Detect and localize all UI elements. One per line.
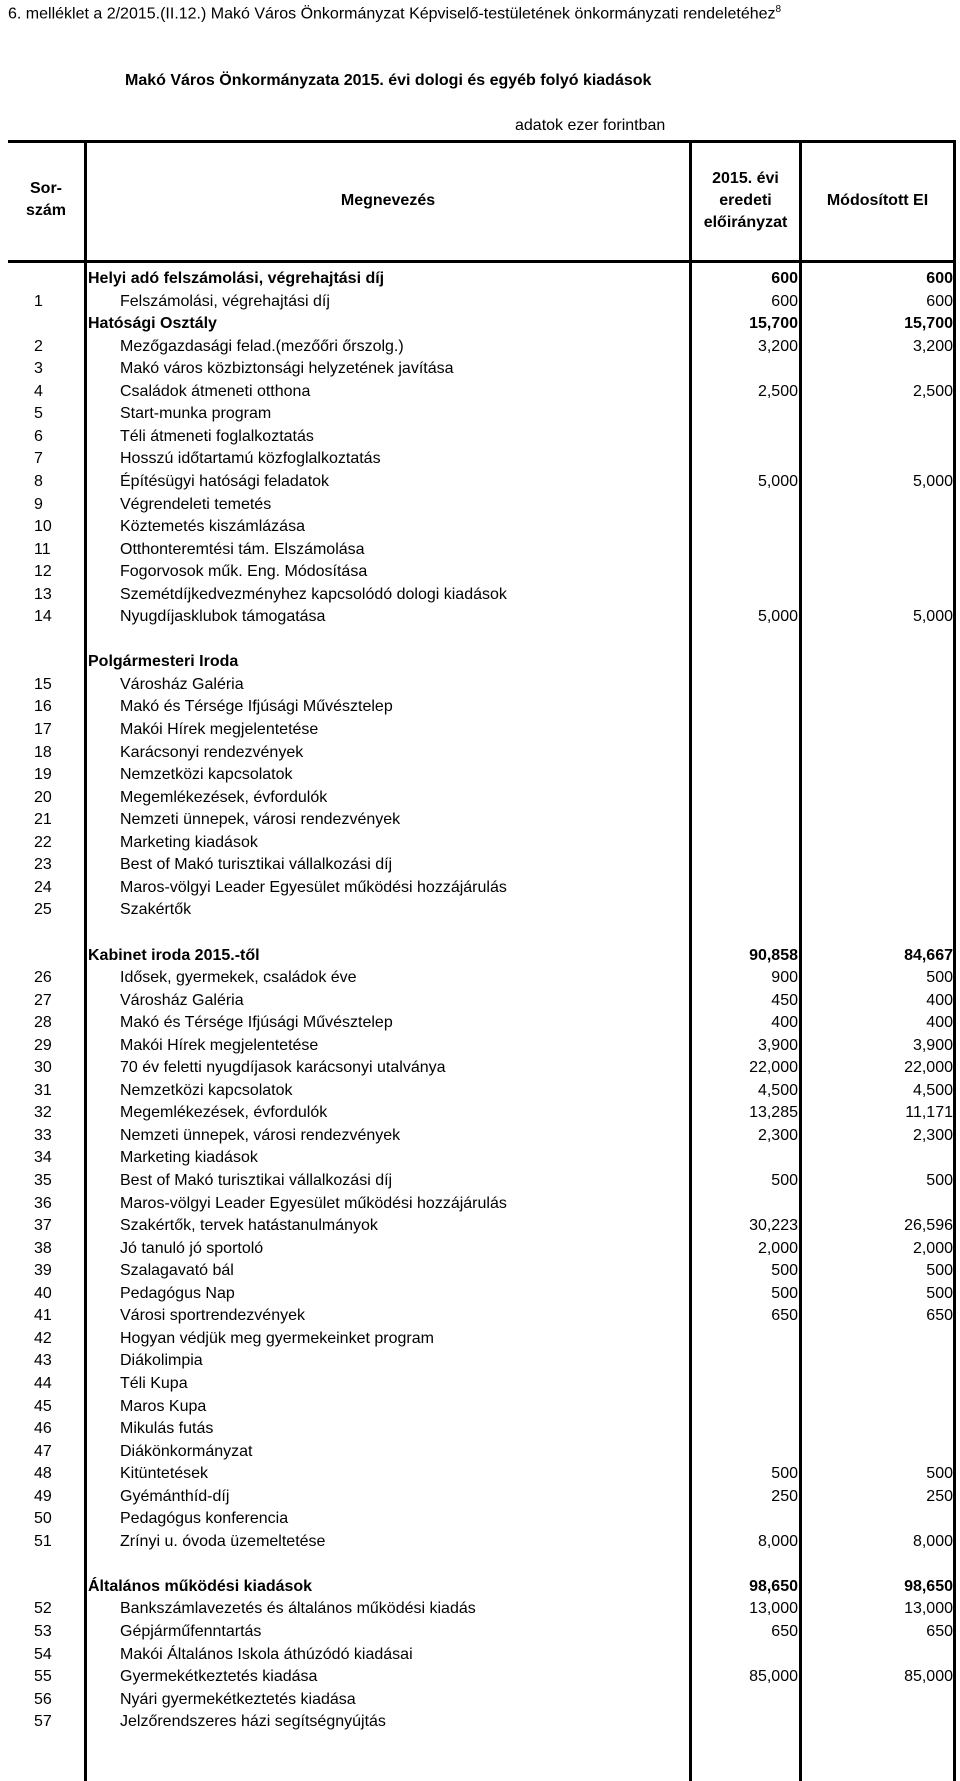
section-row <box>8 1576 956 1599</box>
row-name: Makó és Térsége Ifjúsági Művésztelep <box>120 698 393 716</box>
table-row <box>8 1373 956 1396</box>
row-name: Megemlékezések, évfordulók <box>120 788 328 806</box>
row-modified-value: 26,596 <box>904 1217 953 1235</box>
table-row <box>8 1283 956 1306</box>
row-name: Téli átmeneti foglalkoztatás <box>120 427 314 445</box>
row-modified-value: 500 <box>926 1465 953 1483</box>
row-number: 37 <box>34 1217 52 1235</box>
table-row <box>8 516 956 539</box>
row-original-value: 250 <box>771 1487 798 1505</box>
row-name: Maros-völgyi Leader Egyesület működési hozzájárulás <box>120 878 507 896</box>
row-name: Hatósági Osztály <box>88 315 217 333</box>
row-original-value: 30,223 <box>749 1217 798 1235</box>
row-modified-value: 3,900 <box>912 1036 953 1054</box>
header-sorszam-line1: Sor- <box>30 180 62 197</box>
header-sorszam <box>8 178 84 222</box>
row-name: Best of Makó turisztikai vállalkozási díj <box>120 1172 393 1189</box>
row-original-value: 600 <box>771 292 798 310</box>
table-row <box>8 1012 956 1035</box>
row-name: Zrínyi u. óvoda üzemeltetése <box>120 1532 326 1550</box>
table-row <box>8 1486 956 1509</box>
row-name: Városház Galéria <box>120 991 244 1009</box>
row-name: 70 év feletti nyugdíjasok karácsonyi utalványa <box>120 1059 446 1077</box>
section-row <box>8 268 956 291</box>
row-number: 45 <box>34 1397 52 1415</box>
table-row <box>8 1305 956 1328</box>
row-modified-value: 500 <box>926 1172 953 1189</box>
row-number: 48 <box>34 1465 52 1483</box>
table-row <box>8 606 956 629</box>
row-original-value: 500 <box>771 1262 798 1280</box>
row-original-value: 98,650 <box>749 1577 798 1595</box>
row-name: Helyi adó felszámolási, végrehajtási díj <box>88 270 385 287</box>
table-row <box>8 1441 956 1464</box>
table-row <box>8 899 956 922</box>
header-megnevezes: Megnevezés <box>340 192 436 209</box>
section-row <box>8 313 956 336</box>
table-row <box>8 674 956 697</box>
row-modified-value: 5,000 <box>912 472 953 490</box>
row-name: Szalagavató bál <box>120 1262 234 1280</box>
row-number: 31 <box>34 1081 52 1099</box>
row-number: 34 <box>34 1149 52 1167</box>
row-name: Fogorvosok műk. Eng. Módosítása <box>120 563 368 581</box>
table-row <box>8 1418 956 1441</box>
row-original-value: 2,000 <box>757 1239 798 1257</box>
row-number: 22 <box>34 833 52 851</box>
table-row <box>8 448 956 471</box>
row-modified-value: 11,171 <box>905 1104 953 1122</box>
row-name: Best of Makó turisztikai vállalkozási díj <box>120 856 393 874</box>
row-number: 56 <box>34 1690 52 1708</box>
row-number: 39 <box>34 1262 52 1280</box>
row-name: Szakértők, tervek hatástanulmányok <box>120 1217 378 1235</box>
row-number: 49 <box>34 1487 52 1505</box>
table-row <box>8 854 956 877</box>
row-name: Jelzőrendszeres házi segítségnyújtás <box>120 1713 386 1731</box>
row-number: 27 <box>34 991 52 1009</box>
row-number: 5 <box>34 405 43 423</box>
row-original-value: 3,200 <box>757 337 798 355</box>
footnote-marker: 8 <box>775 4 782 15</box>
row-name: Városház Galéria <box>120 675 244 693</box>
row-modified-value: 4,500 <box>912 1081 953 1099</box>
row-name: Maros Kupa <box>120 1397 207 1415</box>
table-row <box>8 358 956 381</box>
row-name: Otthonteremtési tám. Elszámolása <box>120 540 365 558</box>
row-number: 44 <box>34 1374 52 1392</box>
row-number: 47 <box>34 1442 52 1460</box>
header-orig-line2: eredeti <box>719 192 772 209</box>
row-name: Diákolimpia <box>120 1352 203 1370</box>
row-number: 28 <box>34 1014 52 1032</box>
row-number: 13 <box>34 585 52 603</box>
row-name: Felszámolási, végrehajtási díj <box>120 292 330 310</box>
table-row <box>8 494 956 517</box>
row-original-value: 8,000 <box>757 1532 798 1550</box>
row-number: 53 <box>34 1623 52 1640</box>
row-modified-value: 15,700 <box>904 315 953 333</box>
row-name: Bankszámlavezetés és általános működési kiadás <box>120 1600 476 1618</box>
row-modified-value: 500 <box>926 1284 953 1302</box>
header-orig-line3: előirányzat <box>703 214 788 231</box>
row-modified-value: 650 <box>926 1623 953 1640</box>
row-original-value: 2,500 <box>757 382 798 400</box>
row-number: 42 <box>34 1329 52 1347</box>
row-original-value: 90,858 <box>749 946 798 964</box>
row-number: 54 <box>34 1645 52 1663</box>
table-row <box>8 1035 956 1058</box>
row-original-value: 450 <box>771 991 798 1009</box>
row-modified-value: 600 <box>926 292 953 310</box>
row-original-value: 650 <box>771 1623 798 1640</box>
header-orig-line1: 2015. évi <box>712 170 779 187</box>
row-original-value: 500 <box>771 1465 798 1483</box>
row-name: Kitüntetések <box>120 1465 209 1483</box>
table-row <box>8 403 956 426</box>
row-name: Marketing kiadások <box>120 1149 258 1167</box>
table-row <box>8 764 956 787</box>
row-name: Általános működési kiadások <box>88 1577 313 1595</box>
row-number: 1 <box>34 292 43 310</box>
row-name: Nemzeti ünnepek, városi rendezvények <box>120 811 401 829</box>
table-row <box>8 1644 956 1667</box>
row-number: 25 <box>34 901 52 919</box>
table-row <box>8 381 956 404</box>
table-row <box>8 584 956 607</box>
units-note: adatok ezer forintban <box>515 117 666 134</box>
row-name: Családok átmeneti otthona <box>120 382 311 400</box>
row-name: Nemzetközi kapcsolatok <box>120 1081 293 1099</box>
row-name: Téli Kupa <box>120 1374 188 1392</box>
table-row <box>8 787 956 810</box>
row-name: Maros-völgyi Leader Egyesület működési hozzájárulás <box>120 1194 507 1212</box>
header-modified-estimate: Módosított EI <box>826 192 929 209</box>
row-number: 10 <box>34 518 52 536</box>
row-number: 55 <box>34 1668 52 1686</box>
row-name: Karácsonyi rendezvények <box>120 743 304 761</box>
row-name: Megemlékezések, évfordulók <box>120 1104 328 1122</box>
row-modified-value: 250 <box>926 1487 953 1505</box>
table-row <box>8 1125 956 1148</box>
row-modified-value: 98,650 <box>904 1577 953 1595</box>
row-original-value: 400 <box>771 1014 798 1032</box>
table-row <box>8 1508 956 1531</box>
row-name: Mezőgazdasági felad.(mezőőri őrszolg.) <box>120 337 404 355</box>
row-number: 29 <box>34 1036 52 1054</box>
row-name: Pedagógus konferencia <box>120 1510 289 1528</box>
row-modified-value: 650 <box>926 1307 953 1325</box>
table-row <box>8 832 956 855</box>
row-modified-value: 400 <box>926 1014 953 1032</box>
row-modified-value: 500 <box>926 969 953 987</box>
row-modified-value: 500 <box>926 1262 953 1280</box>
row-original-value: 15,700 <box>749 315 798 333</box>
row-name: Városi sportrendezvények <box>120 1307 305 1325</box>
row-number: 11 <box>34 540 51 558</box>
table-row <box>8 1689 956 1712</box>
table-row <box>8 1260 956 1283</box>
row-name: Makói Hírek megjelentetése <box>120 1036 319 1054</box>
row-number: 15 <box>34 675 52 693</box>
row-name: Diákönkormányzat <box>120 1442 253 1460</box>
row-number: 57 <box>34 1713 52 1731</box>
row-name: Nemzeti ünnepek, városi rendezvények <box>120 1126 401 1144</box>
table-row <box>8 629 956 652</box>
table-row <box>8 1215 956 1238</box>
row-original-value: 2,300 <box>757 1126 798 1144</box>
row-number: 23 <box>34 856 52 874</box>
row-name: Nyugdíjasklubok támogatása <box>120 608 326 626</box>
table-row <box>8 1531 956 1554</box>
row-name: Polgármesteri Iroda <box>88 653 239 671</box>
table-row <box>8 922 956 945</box>
row-number: 52 <box>34 1600 52 1618</box>
row-number: 18 <box>34 743 52 761</box>
row-name: Szemétdíjkedvezményhez kapcsolódó dologi kiadások <box>120 585 507 603</box>
row-original-value: 5,000 <box>757 472 798 490</box>
section-row <box>8 945 956 968</box>
row-name: Makó és Térsége Ifjúsági Művésztelep <box>120 1014 393 1032</box>
row-modified-value: 85,000 <box>904 1668 953 1686</box>
table-row <box>8 1396 956 1419</box>
row-number: 50 <box>34 1510 52 1528</box>
row-modified-value: 84,667 <box>904 946 953 964</box>
row-number: 35 <box>34 1172 52 1189</box>
row-original-value: 900 <box>771 969 798 987</box>
table-row <box>8 809 956 832</box>
table-row <box>8 719 956 742</box>
row-number: 2 <box>34 337 43 355</box>
annex-note <box>8 4 781 23</box>
row-name: Végrendeleti temetés <box>120 495 272 513</box>
row-name: Gyémánthíd-díj <box>120 1487 230 1505</box>
table-row <box>8 1170 956 1193</box>
row-name: Kabinet iroda 2015.-től <box>88 946 260 964</box>
table-row <box>8 1553 956 1576</box>
row-original-value: 500 <box>771 1284 798 1302</box>
table-row <box>8 426 956 449</box>
row-name: Építésügyi hatósági feladatok <box>120 472 330 490</box>
row-number: 46 <box>34 1420 52 1438</box>
row-number: 6 <box>34 427 43 445</box>
row-number: 16 <box>34 698 52 716</box>
row-original-value: 22,000 <box>749 1059 798 1077</box>
row-number: 8 <box>34 472 43 490</box>
section-row <box>8 651 956 674</box>
document-title: Makó Város Önkormányzata 2015. évi dologi és egyéb folyó kiadások <box>125 72 652 89</box>
row-modified-value: 400 <box>926 991 953 1009</box>
row-original-value: 500 <box>771 1172 798 1189</box>
row-modified-value: 600 <box>926 270 953 287</box>
row-name: Pedagógus Nap <box>120 1284 235 1302</box>
row-number: 21 <box>34 811 52 829</box>
row-name: Köztemetés kiszámlázása <box>120 518 305 536</box>
row-number: 41 <box>34 1307 52 1325</box>
row-number: 26 <box>34 969 52 987</box>
table-row <box>8 742 956 765</box>
table-row <box>8 1147 956 1170</box>
row-number: 4 <box>34 382 43 400</box>
row-number: 17 <box>34 721 52 738</box>
row-original-value: 600 <box>771 270 798 287</box>
row-name: Marketing kiadások <box>120 833 258 851</box>
row-number: 24 <box>34 878 52 896</box>
row-name: Makó város közbiztonsági helyzetének javítása <box>120 360 454 378</box>
row-number: 3 <box>34 360 43 378</box>
row-modified-value: 2,500 <box>912 382 953 400</box>
row-name: Makói Hírek megjelentetése <box>120 721 319 738</box>
row-number: 38 <box>34 1239 52 1257</box>
row-number: 19 <box>34 766 52 784</box>
row-number: 32 <box>34 1104 52 1122</box>
row-number: 20 <box>34 788 52 806</box>
table-row <box>8 990 956 1013</box>
row-number: 14 <box>34 608 52 626</box>
table-row <box>8 1463 956 1486</box>
table-row <box>8 1598 956 1621</box>
row-modified-value: 2,000 <box>912 1239 953 1257</box>
row-modified-value: 8,000 <box>912 1532 953 1550</box>
row-original-value: 13,285 <box>749 1104 798 1122</box>
row-modified-value: 3,200 <box>912 337 953 355</box>
table-row <box>8 967 956 990</box>
table-row <box>8 561 956 584</box>
row-modified-value: 13,000 <box>904 1600 953 1618</box>
row-modified-value: 2,300 <box>912 1126 953 1144</box>
table-row <box>8 1102 956 1125</box>
row-number: 33 <box>34 1126 52 1144</box>
row-name: Gyermekétkeztetés kiadása <box>120 1668 318 1686</box>
annex-note-text: 6. melléklet a 2/2015.(II.12.) Makó Város Önkormányzat Képviselő-testületének önkormányzati rendeletéhez <box>8 5 776 23</box>
row-original-value: 650 <box>771 1307 798 1325</box>
row-number: 30 <box>34 1059 52 1077</box>
row-name: Nemzetközi kapcsolatok <box>120 766 293 784</box>
row-number: 36 <box>34 1194 52 1212</box>
row-original-value: 3,900 <box>757 1036 798 1054</box>
row-name: Idősek, gyermekek, családok éve <box>120 969 357 987</box>
row-number: 9 <box>34 495 43 513</box>
row-number: 12 <box>34 563 52 581</box>
row-original-value: 5,000 <box>757 608 798 626</box>
header-original-estimate <box>692 168 799 234</box>
row-number: 7 <box>34 450 43 468</box>
table-row <box>8 877 956 900</box>
row-original-value: 4,500 <box>757 1081 798 1099</box>
row-name: Jó tanuló jó sportoló <box>120 1239 264 1257</box>
table-row <box>8 1328 956 1351</box>
table-row <box>8 471 956 494</box>
table-row <box>8 1666 956 1689</box>
table-row <box>8 1711 956 1734</box>
row-original-value: 85,000 <box>749 1668 798 1686</box>
row-name: Start-munka program <box>120 405 272 423</box>
row-name: Makói Általános Iskola áthúzódó kiadásai <box>120 1645 413 1663</box>
table-row <box>8 539 956 562</box>
row-number: 40 <box>34 1284 52 1302</box>
table-row <box>8 1080 956 1103</box>
row-name: Szakértők <box>120 901 192 919</box>
row-number: 51 <box>34 1532 52 1550</box>
header-sorszam-line2: szám <box>25 202 67 219</box>
row-number: 43 <box>34 1352 52 1370</box>
table-row <box>8 1238 956 1261</box>
row-modified-value: 22,000 <box>904 1059 953 1077</box>
row-modified-value: 5,000 <box>912 608 953 626</box>
row-name: Mikulás futás <box>120 1420 214 1438</box>
table-row <box>8 1193 956 1216</box>
table-row <box>8 1057 956 1080</box>
row-name: Hogyan védjük meg gyermekeinket program <box>120 1329 434 1347</box>
row-name: Gépjárműfenntartás <box>120 1623 262 1640</box>
table-row <box>8 696 956 719</box>
table-row <box>8 1350 956 1373</box>
row-name: Hosszú időtartamú közfoglalkoztatás <box>120 450 381 468</box>
table-row <box>8 291 956 314</box>
table-row <box>8 336 956 359</box>
row-original-value: 13,000 <box>749 1600 798 1618</box>
table-row <box>8 1621 956 1644</box>
row-name: Nyári gyermekétkeztetés kiadása <box>120 1690 356 1708</box>
